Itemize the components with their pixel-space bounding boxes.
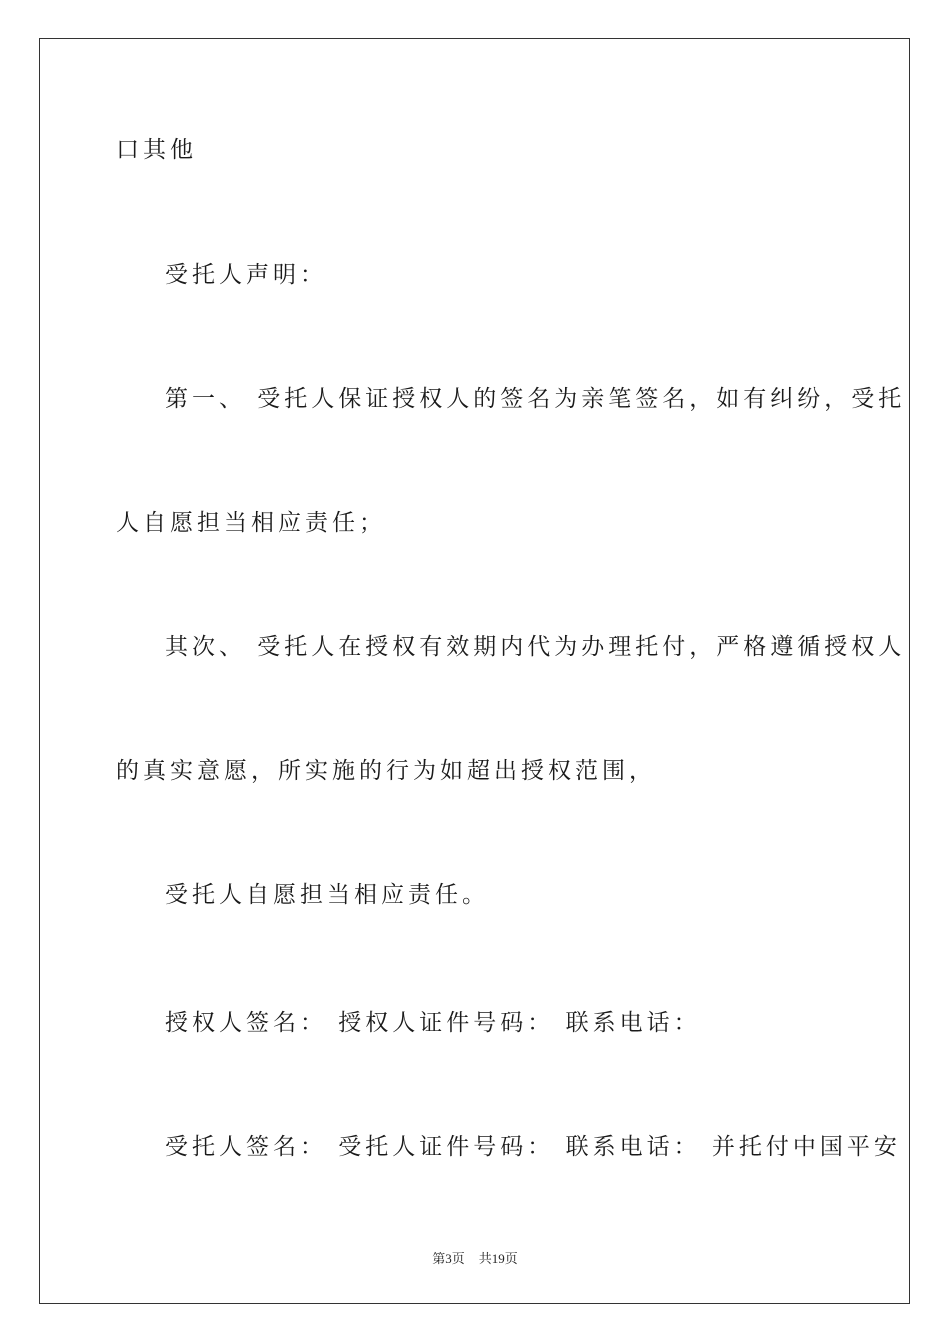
text-line-trustee-signature: 受托人签名： 受托人证件号码： 联系电话： 并托付中国平安 <box>165 1134 901 1160</box>
text-line-declaration-heading: 受托人声明： <box>165 262 327 288</box>
text-line-other-option: 口其他 <box>116 137 197 163</box>
text-line-second-clause: 其次、 受托人在授权有效期内代为办理托付，严格遵循授权人 <box>165 634 906 660</box>
page-footer <box>0 1248 950 1267</box>
text-line-second-clause-end: 受托人自愿担当相应责任。 <box>165 882 489 908</box>
text-line-grantor-signature: 授权人签名： 授权人证件号码： 联系电话： <box>165 1010 701 1036</box>
text-line-second-clause-cont: 的真实意愿，所实施的行为如超出授权范围， <box>116 758 656 784</box>
page-number-total: 共19页 <box>478 1251 518 1266</box>
text-line-first-clause: 第一、 受托人保证授权人的签名为亲笔签名，如有纠纷，受托 <box>165 386 906 412</box>
page-number-current: 第3页 <box>432 1251 465 1266</box>
text-line-first-clause-cont: 人自愿担当相应责任； <box>116 510 386 536</box>
page-border <box>39 38 910 1304</box>
